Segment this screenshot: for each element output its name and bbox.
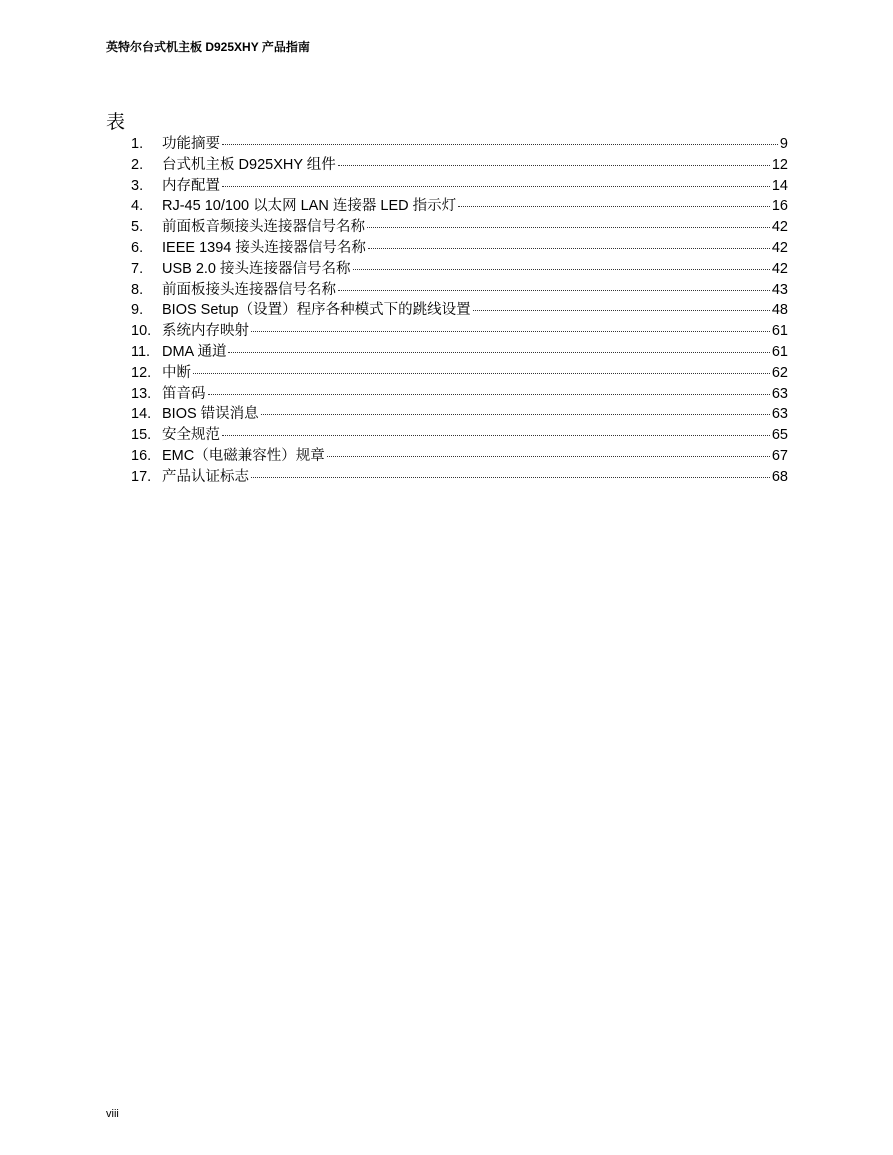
toc-entry-number: 7. bbox=[131, 260, 144, 277]
dot-leader bbox=[338, 165, 770, 166]
toc-entry-number: 9. bbox=[131, 302, 144, 319]
toc-entry-number: 11. bbox=[131, 343, 151, 360]
dot-leader bbox=[327, 456, 770, 457]
toc-entry-label: BIOS 错误消息 bbox=[162, 406, 259, 423]
toc-entry-label: IEEE 1394 接头连接器信号名称 bbox=[162, 239, 366, 256]
toc-entry-number: 15. bbox=[131, 427, 152, 444]
toc-entry[interactable] bbox=[131, 153, 788, 174]
dot-leader bbox=[458, 206, 770, 207]
table-of-tables bbox=[131, 132, 788, 486]
toc-entry-label: 前面板音频接头连接器信号名称 bbox=[162, 219, 365, 236]
toc-entry-label: 系统内存映射 bbox=[162, 323, 249, 340]
toc-entry-number: 5. bbox=[131, 219, 144, 236]
toc-entry-page: 43 bbox=[771, 281, 788, 298]
toc-entry-page: 16 bbox=[771, 198, 788, 215]
toc-entry[interactable] bbox=[131, 132, 788, 153]
toc-entry-page: 12 bbox=[771, 156, 788, 173]
toc-entry-label: DMA 通道 bbox=[162, 343, 227, 360]
toc-entry[interactable] bbox=[131, 382, 788, 403]
page-number: viii bbox=[106, 1108, 119, 1120]
toc-entry-number: 17. bbox=[131, 468, 152, 485]
dot-leader bbox=[222, 144, 778, 145]
toc-entry-page: 42 bbox=[771, 219, 788, 236]
toc-entry-page: 42 bbox=[771, 239, 788, 256]
toc-entry[interactable] bbox=[131, 215, 788, 236]
dot-leader bbox=[338, 290, 770, 291]
toc-entry-number: 1. bbox=[131, 136, 144, 152]
toc-entry-number: 6. bbox=[131, 239, 144, 256]
toc-entry[interactable] bbox=[131, 319, 788, 340]
toc-entry-page: 42 bbox=[771, 260, 788, 277]
toc-entry-page: 63 bbox=[771, 385, 788, 402]
dot-leader bbox=[261, 414, 770, 415]
toc-entry[interactable] bbox=[131, 444, 788, 465]
toc-entry-label: USB 2.0 接头连接器信号名称 bbox=[162, 260, 351, 277]
toc-entry-label: 前面板接头连接器信号名称 bbox=[162, 281, 336, 298]
toc-entry[interactable] bbox=[131, 340, 788, 361]
toc-entry-label: 安全规范 bbox=[162, 427, 220, 444]
toc-entry-page: 68 bbox=[771, 468, 788, 485]
dot-leader bbox=[368, 248, 770, 249]
section-title: 表 bbox=[106, 111, 126, 133]
toc-entry[interactable] bbox=[131, 257, 788, 278]
toc-entry-page: 62 bbox=[771, 364, 788, 381]
toc-entry-number: 14. bbox=[131, 406, 152, 423]
toc-entry-number: 3. bbox=[131, 177, 144, 194]
dot-leader bbox=[208, 394, 770, 395]
toc-entry[interactable] bbox=[131, 423, 788, 444]
dot-leader bbox=[193, 373, 770, 374]
toc-entry[interactable] bbox=[131, 465, 788, 486]
toc-entry-page: 61 bbox=[771, 323, 788, 340]
dot-leader bbox=[228, 352, 769, 353]
toc-entry-number: 13. bbox=[131, 385, 152, 402]
toc-entry[interactable] bbox=[131, 402, 788, 423]
toc-entry-page: 9 bbox=[779, 136, 788, 152]
toc-entry-page: 14 bbox=[771, 177, 788, 194]
toc-entry[interactable] bbox=[131, 278, 788, 299]
dot-leader bbox=[367, 227, 770, 228]
toc-entry-page: 65 bbox=[771, 427, 788, 444]
dot-leader bbox=[353, 269, 770, 270]
toc-entry-number: 16. bbox=[131, 447, 152, 464]
toc-entry-label: EMC（电磁兼容性）规章 bbox=[162, 447, 325, 464]
toc-entry-number: 8. bbox=[131, 281, 144, 298]
toc-entry-label: 台式机主板 D925XHY 组件 bbox=[162, 156, 336, 173]
toc-entry[interactable] bbox=[131, 298, 788, 319]
toc-entry-number: 4. bbox=[131, 198, 144, 215]
toc-entry-number: 10. bbox=[131, 323, 152, 340]
toc-entry-label: 中断 bbox=[162, 364, 191, 381]
toc-entry[interactable] bbox=[131, 194, 788, 215]
running-header: 英特尔台式机主板 D925XHY 产品指南 bbox=[106, 40, 310, 54]
toc-entry-label: BIOS Setup（设置）程序各种模式下的跳线设置 bbox=[162, 302, 471, 319]
toc-entry-number: 12. bbox=[131, 364, 152, 381]
toc-entry-label: 功能摘要 bbox=[162, 136, 220, 152]
toc-entry-page: 63 bbox=[771, 406, 788, 423]
toc-entry-label: RJ-45 10/100 以太网 LAN 连接器 LED 指示灯 bbox=[162, 198, 457, 215]
dot-leader bbox=[251, 331, 770, 332]
toc-entry-page: 48 bbox=[771, 302, 788, 319]
dot-leader bbox=[251, 477, 770, 478]
dot-leader bbox=[473, 310, 770, 311]
toc-entry[interactable] bbox=[131, 174, 788, 195]
toc-entry-number: 2. bbox=[131, 156, 144, 173]
toc-entry[interactable] bbox=[131, 236, 788, 257]
toc-entry-page: 67 bbox=[771, 447, 788, 464]
toc-entry-page: 61 bbox=[771, 343, 788, 360]
toc-entry-label: 笛音码 bbox=[162, 385, 206, 402]
toc-entry[interactable] bbox=[131, 361, 788, 382]
toc-entry-label: 产品认证标志 bbox=[162, 468, 249, 485]
dot-leader bbox=[222, 186, 770, 187]
dot-leader bbox=[222, 435, 770, 436]
toc-entry-label: 内存配置 bbox=[162, 177, 220, 194]
